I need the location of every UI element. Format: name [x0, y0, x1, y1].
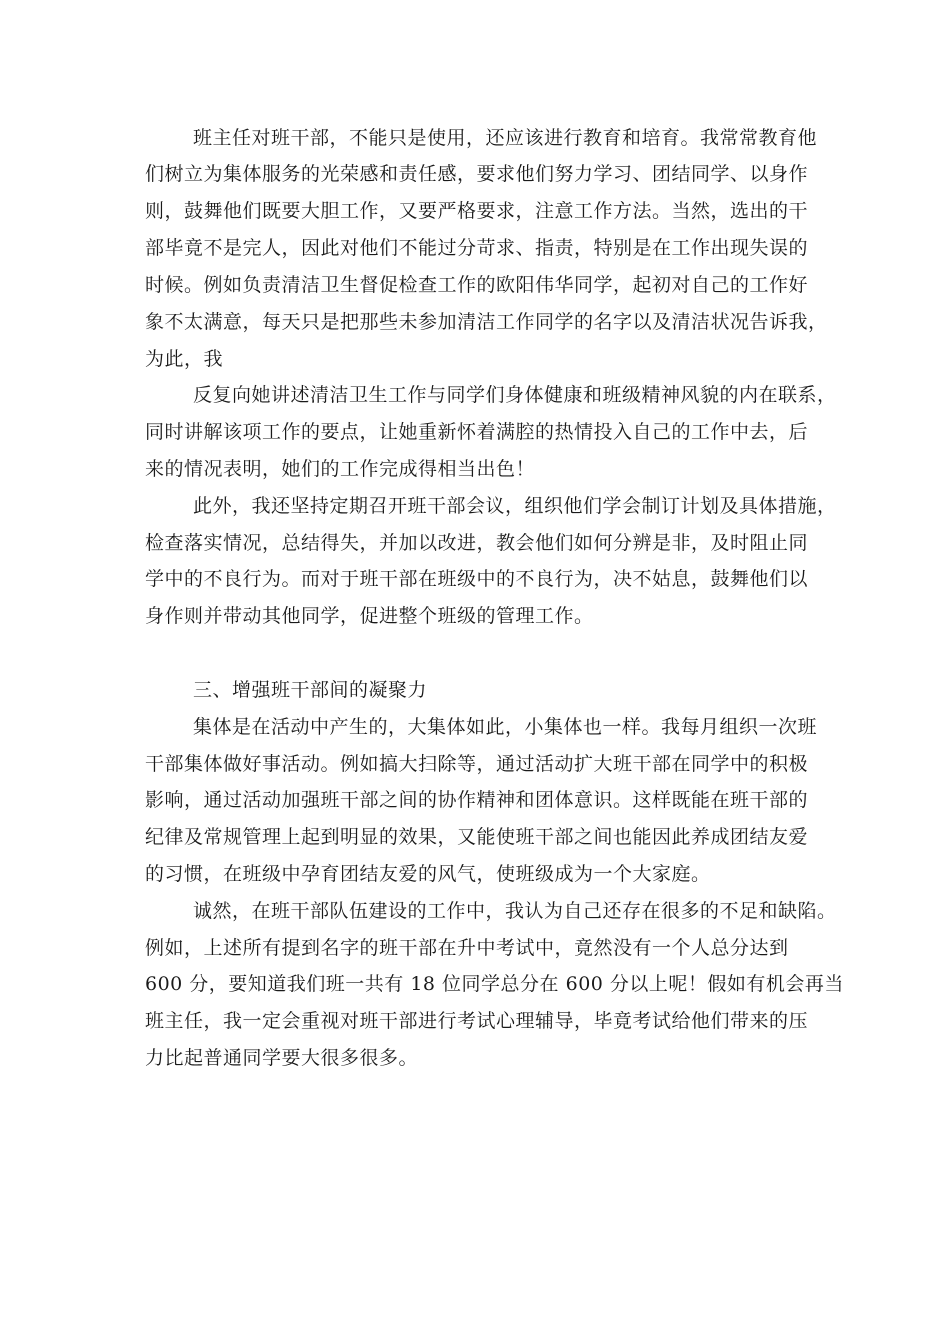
- text-line: 为此，我: [145, 348, 224, 370]
- text-line: 例如，上述所有提到名字的班干部在升中考试中，竟然没有一个人总分达到: [145, 937, 789, 959]
- text-line: 则，鼓舞他们既要大胆工作，又要严格要求，注意工作方法。当然，选出的干: [145, 200, 809, 222]
- text-line: 班主任对班干部，不能只是使用，还应该进行教育和培育。我常常教育他: [193, 127, 818, 149]
- text-line: 600 分，要知道我们班一共有 18 位同学总分在 600 分以上呢！假如有机会再当: [145, 973, 844, 995]
- text-line: 象不太满意，每天只是把那些未参加清洁工作同学的名字以及清洁状况告诉我，: [145, 311, 828, 333]
- section-heading: 三、增强班干部间的凝聚力: [193, 679, 428, 701]
- text-line: 纪律及常规管理上起到明显的效果，又能使班干部之间也能因此养成团结友爱: [145, 826, 809, 848]
- text-line: 身作则并带动其他同学，促进整个班级的管理工作。: [145, 605, 594, 627]
- text-line: 影响，通过活动加强班干部之间的协作精神和团体意识。这样既能在班干部的: [145, 789, 809, 811]
- text-line: 检查落实情况，总结得失，并加以改进，教会他们如何分辨是非，及时阻止同: [145, 532, 809, 554]
- text-line: 部毕竟不是完人，因此对他们不能过分苛求、指责，特别是在工作出现失误的: [145, 237, 809, 259]
- text-line: 干部集体做好事活动。例如搞大扫除等，通过活动扩大班干部在同学中的积极: [145, 753, 809, 775]
- text-line: 集体是在活动中产生的，大集体如此，小集体也一样。我每月组织一次班: [193, 716, 818, 738]
- text-line: 们树立为集体服务的光荣感和责任感，要求他们努力学习、团结同学、以身作: [145, 163, 809, 185]
- text-line: 班主任，我一定会重视对班干部进行考试心理辅导，毕竟考试给他们带来的压: [145, 1010, 809, 1032]
- text-line: 此外，我还坚持定期召开班干部会议，组织他们学会制订计划及具体措施，: [193, 495, 837, 517]
- text-line: 反复向她讲述清洁卫生工作与同学们身体健康和班级精神风貌的内在联系，: [193, 384, 837, 406]
- text-line: 同时讲解该项工作的要点，让她重新怀着满腔的热情投入自己的工作中去，后: [145, 421, 809, 443]
- text-line: 诚然，在班干部队伍建设的工作中，我认为自己还存在很多的不足和缺陷。: [193, 900, 837, 922]
- text-line: 来的情况表明，她们的工作完成得相当出色！: [145, 458, 536, 480]
- text-line: 力比起普通同学要大很多很多。: [145, 1047, 419, 1069]
- text-line: 时候。例如负责清洁卫生督促检查工作的欧阳伟华同学，起初对自己的工作好: [145, 274, 809, 296]
- text-line: 的习惯，在班级中孕育团结友爱的风气，使班级成为一个大家庭。: [145, 863, 711, 885]
- text-line: 学中的不良行为。而对于班干部在班级中的不良行为，决不姑息，鼓舞他们以: [145, 568, 809, 590]
